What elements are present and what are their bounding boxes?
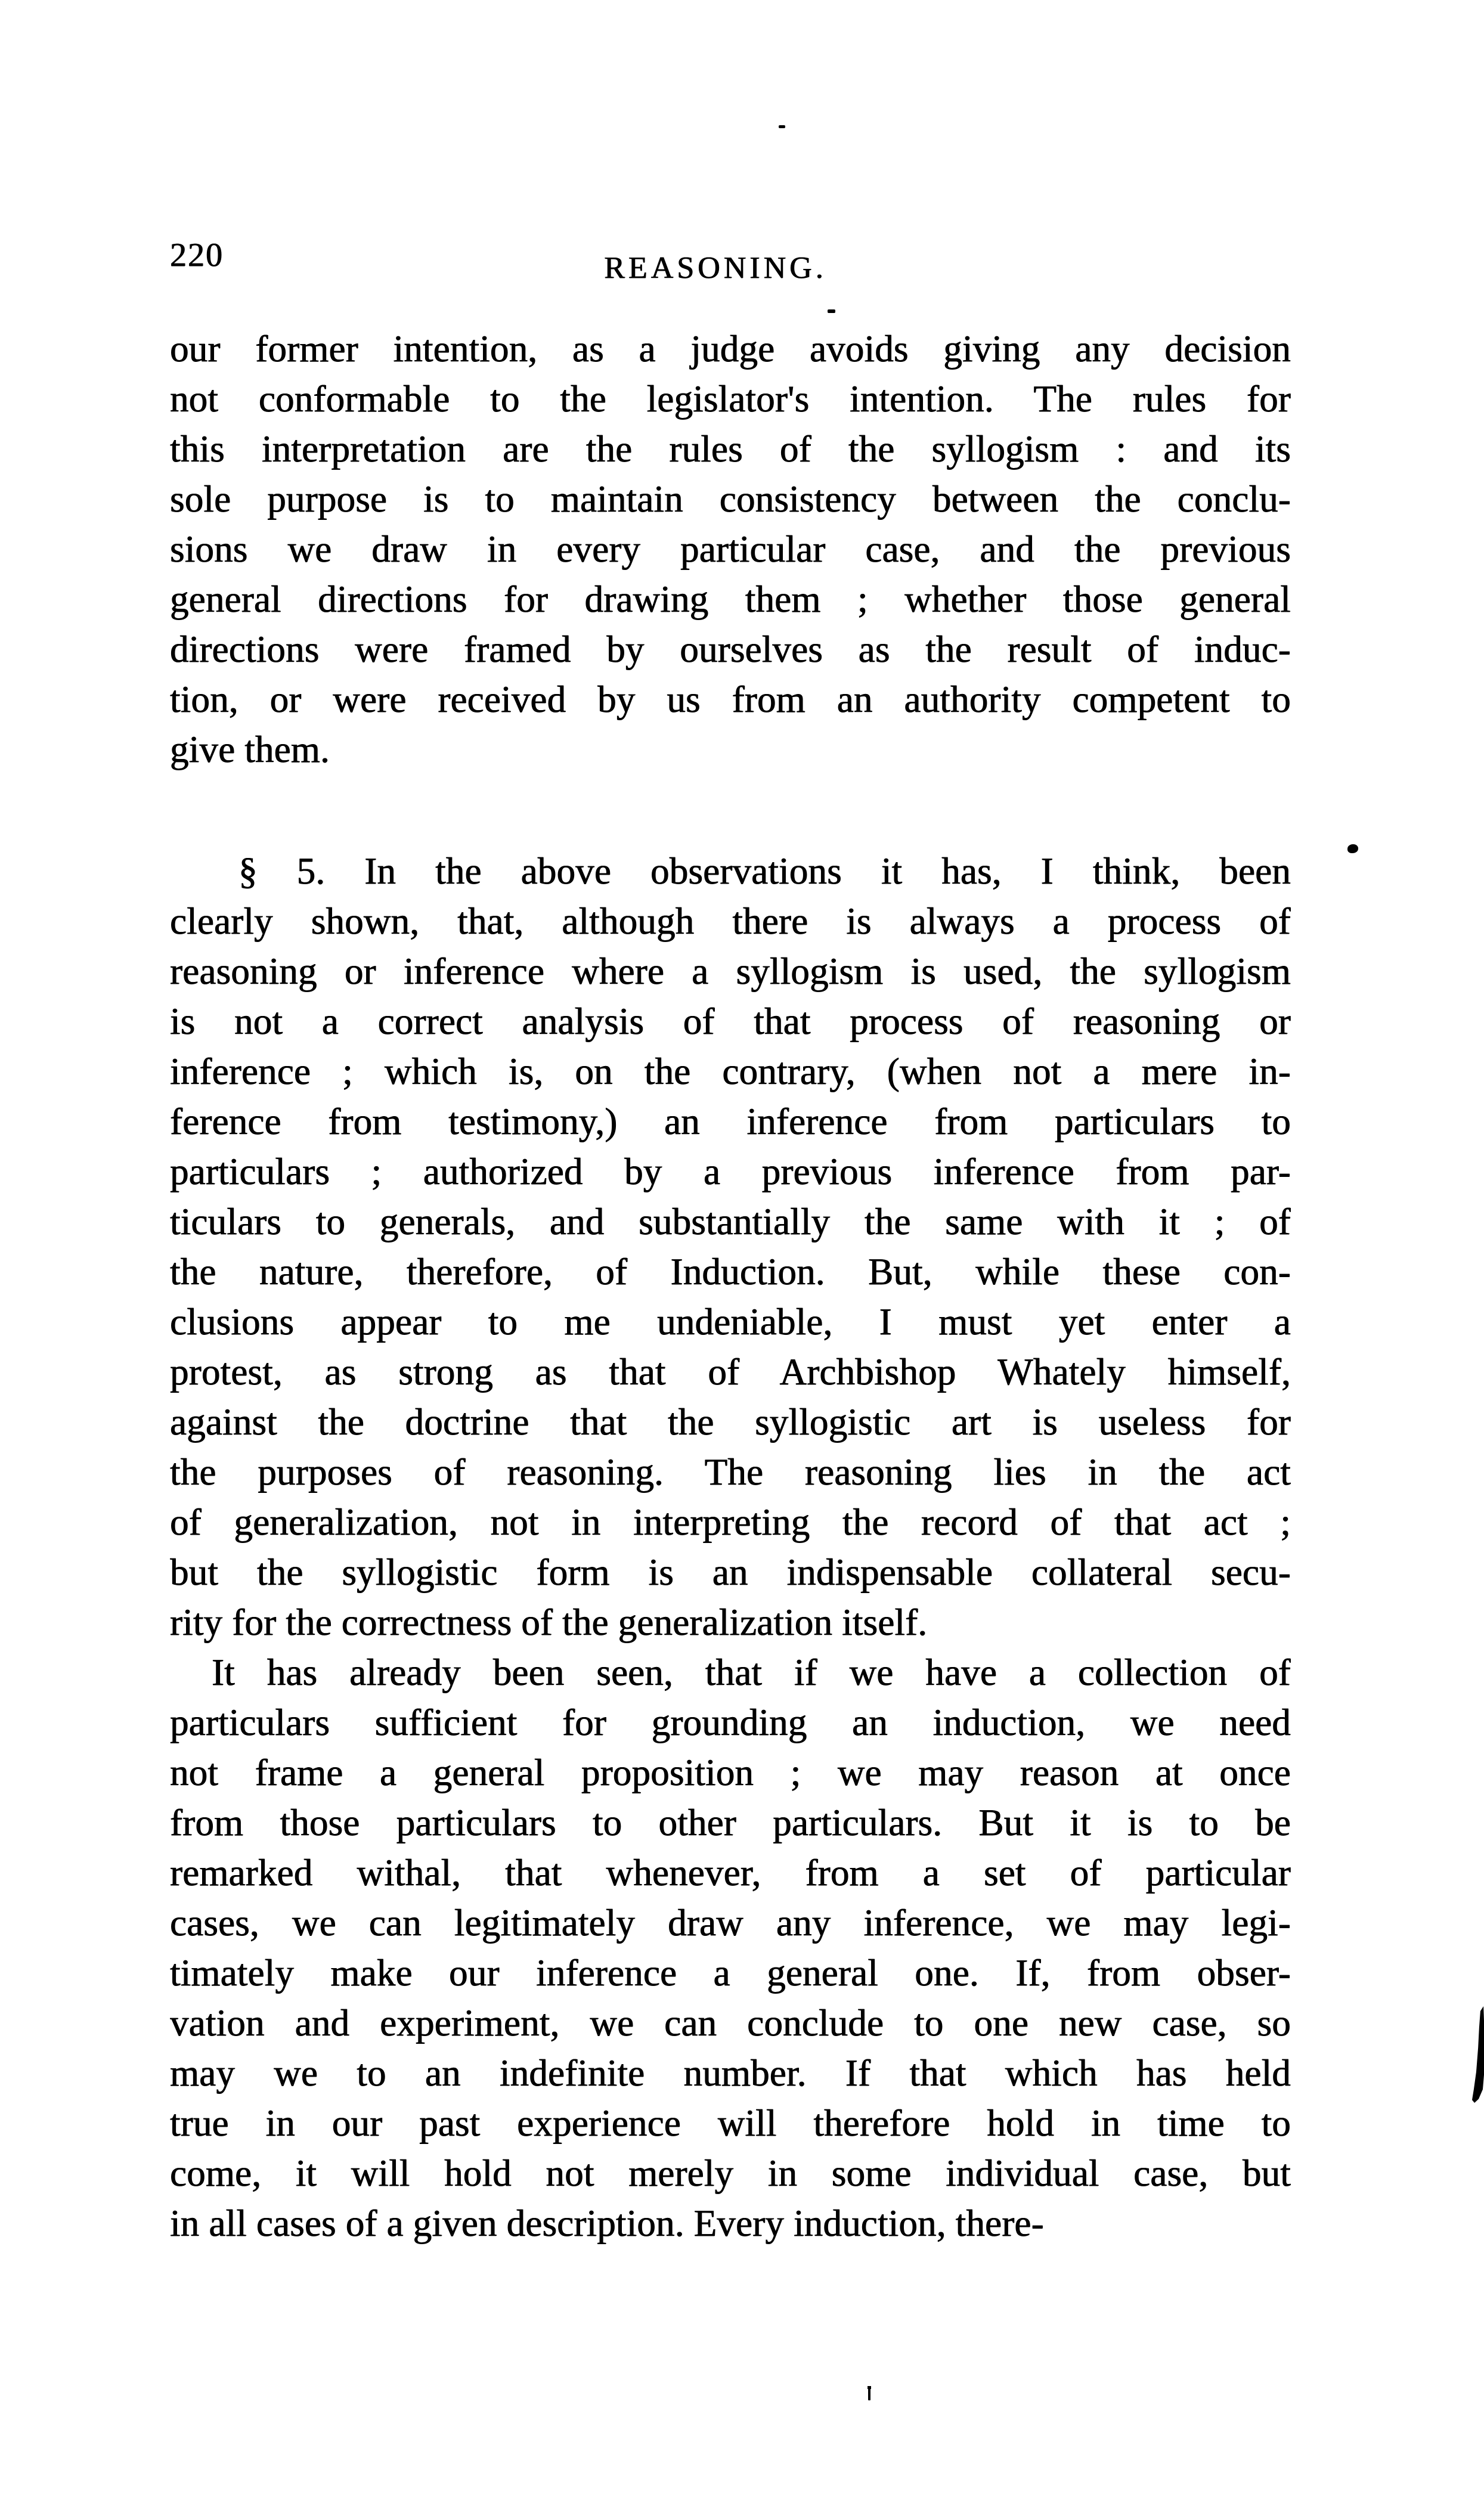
text-line: true in our past experience will therefore hold in time to — [170, 2102, 1291, 2144]
text-line: clusions appear to me undeniable, I must yet enter a — [170, 1301, 1291, 1343]
text-line: sions we draw in every particular case, and the previous — [170, 528, 1291, 570]
text-line: this interpretation are the rules of the syllogism : and its — [170, 428, 1291, 470]
text-line: our former intention, as a judge avoids giving any decision — [170, 328, 1291, 370]
ink-speck-top — [779, 125, 785, 128]
text-line: vation and experiment, we can conclude to one new case, so — [170, 2002, 1291, 2044]
ink-speck-bottom — [868, 2386, 870, 2400]
text-line: give them. — [170, 729, 330, 770]
text-line: tion, or were received by us from an authority competent to — [170, 678, 1291, 720]
text-line: protest, as strong as that of Archbishop Whately himself, — [170, 1351, 1291, 1393]
text-line: remarked withal, that whenever, from a set of particular — [170, 1852, 1291, 1894]
page-number: 220 — [170, 237, 224, 274]
text-line: It has already been seen, that if we have a collection of — [212, 1652, 1291, 1693]
text-line: not conformable to the legislator's intention. The rules for — [170, 378, 1291, 420]
section-5-paragraph — [170, 846, 1291, 1647]
text-line: but the syllogistic form is an indispensable collateral secu- — [170, 1551, 1291, 1593]
text-line: of generalization, not in interpreting the record of that act ; — [170, 1501, 1291, 1543]
text-line: inference ; which is, on the contrary, (when not a mere in- — [170, 1051, 1291, 1092]
running-header: REASONING. — [604, 251, 827, 285]
text-block — [170, 324, 1291, 2248]
text-line: ticulars to generals, and substantially the same with it ; of — [170, 1201, 1291, 1243]
text-line: general directions for drawing them ; whether those general — [170, 578, 1291, 620]
text-line: cases, we can legitimately draw any inference, we may legi- — [170, 1902, 1291, 1944]
text-line: the nature, therefore, of Induction. But, while these con- — [170, 1251, 1291, 1293]
text-line: is not a correct analysis of that process of reasoning or — [170, 1000, 1291, 1042]
text-line: may we to an indefinite number. If that which has held — [170, 2052, 1291, 2094]
text-line: from those particulars to other particulars. But it is to be — [170, 1802, 1291, 1843]
text-line: the purposes of reasoning. The reasoning lies in the act — [170, 1451, 1291, 1493]
text-line: sole purpose is to maintain consistency between the conclu- — [170, 478, 1291, 520]
continuation-paragraph — [170, 324, 1291, 774]
text-line: clearly shown, that, although there is always a process of — [170, 900, 1291, 942]
text-line: rity for the correctness of the generalization itself. — [170, 1601, 928, 1643]
text-line: against the doctrine that the syllogistic art is useless for — [170, 1401, 1291, 1443]
ink-blob-right-margin — [1347, 844, 1358, 853]
text-line: § 5. In the above observations it has, I think, been — [238, 850, 1291, 892]
text-line: timately make our inference a general one. If, from obser- — [170, 1952, 1291, 1994]
text-line: ference from testimony,) an inference from particulars to — [170, 1101, 1291, 1142]
text-line: directions were framed by ourselves as the result of induc- — [170, 628, 1291, 670]
text-line: not frame a general proposition ; we may reason at once — [170, 1752, 1291, 1793]
text-line: reasoning or inference where a syllogism is used, the syllogism — [170, 950, 1291, 992]
text-line: come, it will hold not merely in some individual case, but — [170, 2152, 1291, 2194]
text-line: in all cases of a given description. Every induction, there- — [170, 2202, 1044, 2244]
it-has-already-paragraph — [170, 1647, 1291, 2248]
ink-speck-below-header — [828, 309, 835, 313]
page-edge-streak — [1467, 2006, 1484, 2103]
text-line: particulars sufficient for grounding an induction, we need — [170, 1702, 1291, 1743]
text-line: particulars ; authorized by a previous inference from par- — [170, 1151, 1291, 1192]
